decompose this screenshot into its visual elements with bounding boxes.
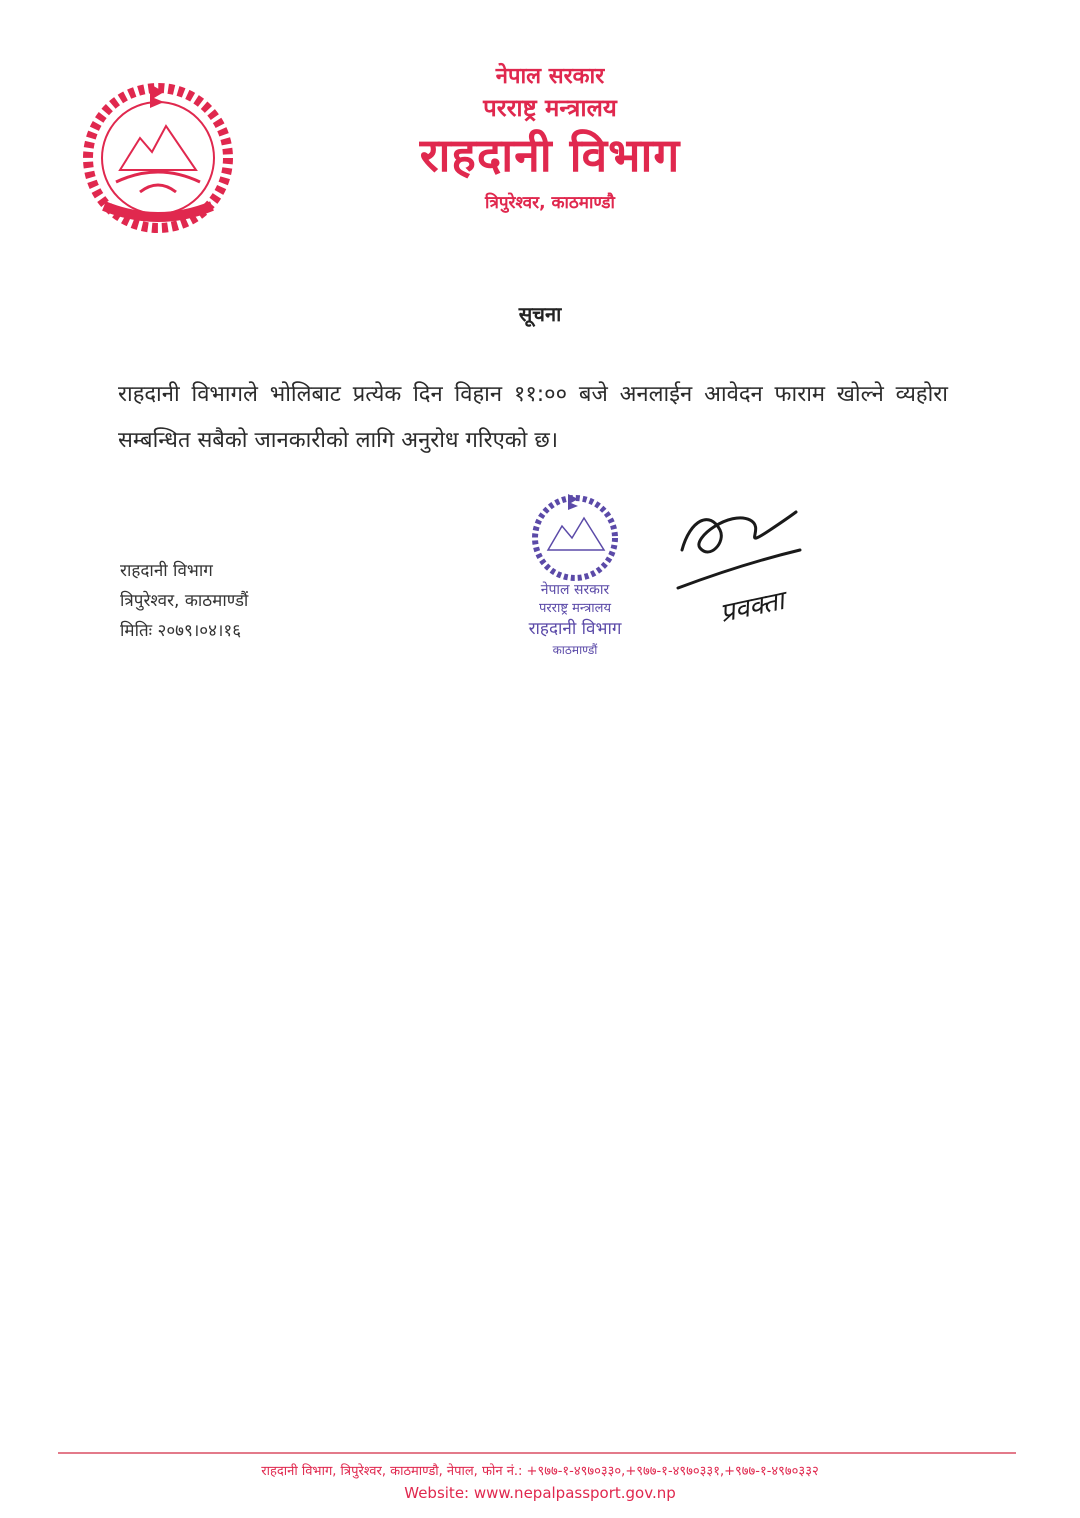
sender-block bbox=[120, 556, 248, 646]
footer-website[interactable]: Website: www.nepalpassport.gov.np bbox=[404, 1484, 676, 1502]
footer-address: राहदानी विभाग, त्रिपुरेश्वर, काठमाण्डौ, नेपाल, फोन नं.: +९७७-१-४९७०३३०,+९७७-१-४९७०३३१,+९७७-१-४९७०३३२ bbox=[261, 1464, 819, 1479]
signature bbox=[670, 490, 810, 630]
letterhead bbox=[300, 62, 800, 216]
notice-title: सूचना bbox=[518, 302, 562, 326]
letterhead-department: राहदानी विभाग bbox=[419, 128, 681, 182]
stamp-line1: नेपाल सरकार bbox=[540, 582, 610, 598]
letterhead-government: नेपाल सरकार bbox=[495, 64, 605, 89]
letterhead-ministry: परराष्ट्र मन्त्रालय bbox=[483, 94, 617, 122]
nepal-emblem-icon bbox=[80, 78, 236, 234]
letterhead-address: त्रिपुरेश्वर, काठमाण्डौ bbox=[485, 193, 615, 213]
sender-address: त्रिपुरेश्वर, काठमाण्डौं bbox=[120, 591, 249, 611]
footer bbox=[0, 1462, 1080, 1504]
footer-divider bbox=[58, 1452, 1016, 1454]
stamp-line3: राहदानी विभाग bbox=[528, 619, 622, 639]
stamp-line4: काठमाण्डौं bbox=[552, 643, 598, 657]
stamp-line2: परराष्ट्र मन्त्रालय bbox=[538, 601, 612, 616]
sender-date: मितिः २०७९।०४।१६ bbox=[120, 621, 242, 641]
notice-body: राहदानी विभागले भोलिबाट प्रत्येक दिन विहान ११:०० बजे अनलाईन आवेदन फाराम खोल्ने व्यहोरा सम्बन्धित सबैको जानकारीको लागि अनुरोध गरिएको छ। bbox=[118, 382, 948, 453]
official-stamp bbox=[500, 490, 650, 660]
signature-title: प्रवक्ता bbox=[717, 586, 787, 629]
sender-office: राहदानी विभाग bbox=[120, 561, 213, 581]
